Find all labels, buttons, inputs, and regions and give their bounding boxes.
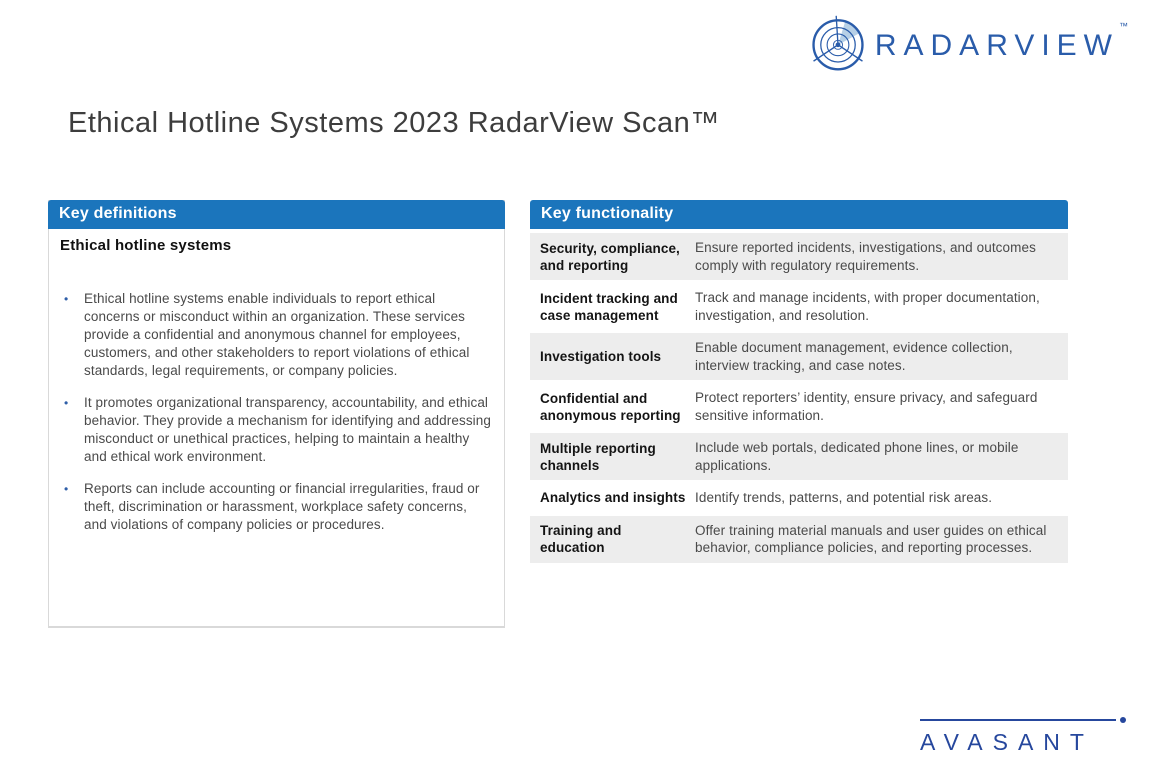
functionality-label: Multiple reporting channels: [540, 440, 656, 473]
functionality-description: Include web portals, dedicated phone lines, or mobile applications.: [695, 440, 1019, 473]
table-row: [530, 516, 1068, 566]
key-functionality-header: Key functionality: [530, 200, 1068, 229]
definition-bullet: [62, 290, 493, 380]
avasant-rule: [920, 716, 1126, 724]
functionality-table: [530, 233, 1068, 566]
functionality-description: Identify trends, patterns, and potential risk areas.: [695, 490, 993, 505]
functionality-description: Ensure reported incidents, investigations, and outcomes comply with regulatory requirements.: [695, 240, 1036, 273]
page-title: Ethical Hotline Systems 2023 RadarView Scan™: [68, 107, 720, 140]
definition-bullet-text: Reports can include accounting or financial irregularities, fraud or theft, discrimination or harassment, workplace safety concerns, and violations of company policies or procedures.: [84, 481, 480, 532]
table-row: [530, 483, 1068, 516]
bullet-icon: •: [64, 396, 69, 410]
bullet-icon: •: [64, 482, 69, 496]
functionality-label: Incident tracking and case management: [540, 290, 678, 323]
functionality-label: Training and education: [540, 523, 622, 555]
key-functionality-panel: [530, 200, 1068, 566]
radarview-trademark-symbol: ™: [1119, 20, 1128, 31]
definition-bullet-text: Ethical hotline systems enable individuals to report ethical concerns or misconduct within an organization. These services provide a confidential and anonymous channel for employees, customers, and other stakeholders to report violations of ethical standards, legal requirements, or company policies.: [84, 291, 470, 378]
key-definitions-panel: [48, 200, 505, 628]
table-row: [530, 383, 1068, 433]
radarview-logo: [809, 14, 1128, 77]
definitions-subheading: Ethical hotline systems: [60, 237, 232, 254]
table-row: [530, 283, 1068, 333]
radarview-radar-icon: [809, 14, 867, 77]
functionality-description: Offer training material manuals and user guides on ethical behavior, compliance policies, and reporting processes.: [695, 522, 1047, 555]
functionality-label: Security, compliance, and reporting: [540, 240, 680, 273]
table-row: [530, 333, 1068, 383]
bullet-icon: •: [64, 292, 69, 306]
functionality-description: Enable document management, evidence collection, interview tracking, and case notes.: [695, 340, 1013, 373]
functionality-label: Investigation tools: [540, 349, 662, 364]
avasant-dot-icon: [1120, 717, 1126, 723]
table-row: [530, 433, 1068, 483]
definition-bullet: [62, 394, 493, 466]
functionality-label: Analytics and insights: [540, 490, 686, 506]
avasant-wordmark: AVASANT: [920, 729, 1094, 755]
key-definitions-body: [49, 229, 504, 554]
avasant-rule-line: [920, 719, 1116, 721]
functionality-label: Confidential and anonymous reporting: [540, 390, 681, 423]
functionality-description: Track and manage incidents, with proper documentation, investigation, and resolution.: [695, 290, 1040, 323]
definition-bullet: [62, 480, 493, 534]
definition-bullet-text: It promotes organizational transparency, accountability, and ethical behavior. They provide a mechanism for identifying and addressing misconduct or unethical practices, helping to maintain a healthy and ethical work environment.: [84, 395, 491, 464]
key-definitions-header: Key definitions: [48, 200, 505, 229]
radarview-wordmark: RADARVIEW™: [874, 20, 1128, 62]
table-row: [530, 233, 1068, 283]
functionality-description: Protect reporters’ identity, ensure privacy, and safeguard sensitive information.: [695, 390, 1038, 423]
avasant-logo: [920, 716, 1126, 754]
